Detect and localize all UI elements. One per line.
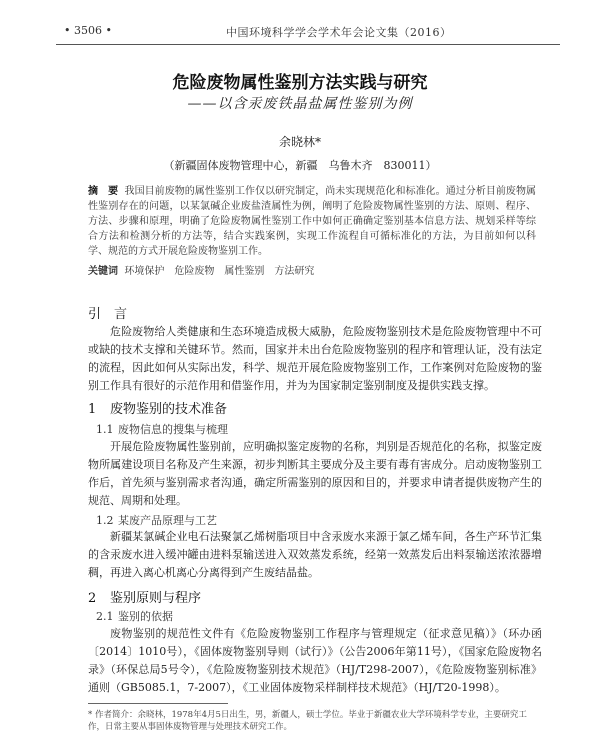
keywords-label: 关键词 [88,266,118,277]
subsection-heading-1-2: 1.2 某废产品原理与工艺 [96,514,217,527]
keywords-text: 环境保护 危险废物 属性鉴别 方法研究 [124,266,315,277]
abstract-text: 我国目前废物的属性鉴别工作仅以研究制定，尚未实现规范化和标准化。通过分析目前废物属性鉴别存在的问题，以某氯碱企业废盐渣属性为例，阐明了危险废物属性鉴别的方法、原则、程序、方法、步骤和原理，明确了危险废物属性鉴别工作中如何正确确定鉴别基本信息方法、规划采样等综合方法和检测分析的方法等，结合实践案例，实现工作流程自可循标准化的方法，为目前如何以科学、规范的方式开展危险废物鉴别工作。 [88,186,537,257]
keywords [88,262,536,277]
section-2-1-paragraph: 废物鉴别的规范性文件有《危险废物鉴别工作程序与管理规定（征求意见稿）》（环办函〔2014〕1010号），《固体废物鉴别导则（试行）》（公告2006年第11号），《国家危险废物名录》（环保总局5号令），《危险废物鉴别技术规范》（HJ/T298-2007），《危险废物鉴别标准》通则（GB5085.1，7-2007），《工业固体废物采样制样技术规范》（HJ/T20-1998）。 [88,627,542,694]
paper-subtitle: ——以含汞废铁晶盐属性鉴别为例 [187,96,413,112]
abstract [88,184,536,259]
header-rule [56,44,560,45]
paper-title: 危险废物属性鉴别方法实践与研究 [172,73,428,93]
section-1-2-paragraph: 新疆某氯碱企业电石法聚氯乙烯树脂项目中含汞废水来源于氯乙烯车间，各生产环节汇集的含汞废水进入缓冲罐由进料泵输送进入双效蒸发系统，经第一效蒸发后出料泵输送浓浓器增稠，再进入离心机离心分离得到产生废结晶盐。 [88,530,542,579]
abstract-label: 摘 要 [88,186,119,197]
footnote: * 作者简介：余晓林，1978年4月5日出生，男，新疆人，硕士学位。毕业于新疆农业大学环境科学专业，主要研究工作，日常主要从事固体废物管理与处理技术研究工作。 [88,710,527,732]
section-1-1-paragraph: 开展危险废物属性鉴别前，应明确拟鉴定废物的名称，判别是否规范化的名称，拟鉴定废物所属建设项目名称及产生来源，初步判断其主要成分及主要有毒有害成分。启动废物鉴别工作后，首先须与鉴别需求者沟通，确定所需鉴别的原因和目的，并要求申请者提供废物产生的规范、周期和处理。 [88,440,542,507]
footnote-rule [88,703,228,704]
affiliation: （新疆固体废物管理中心，新疆 乌鲁木齐 830011） [163,159,437,172]
section-heading-1: 1 废物鉴别的技术准备 [88,402,228,417]
subsection-heading-2-1: 2.1 鉴别的依据 [96,610,173,623]
subsection-heading-1-1: 1.1 废物信息的搜集与梳理 [96,423,228,436]
page-number: • 3506 • [64,24,112,37]
intro-paragraph: 危险废物给人类健康和生态环境造成极大威胁，危险废物鉴别技术是危险废物管理中不可或缺的技术支撑和关键环节。然而，国家并未出台危险废物鉴别的程序和管理认证，没有法定的流程，因此如何从实际出发，科学、规范开展危险废物鉴别工作，工作案例对危险废物的鉴别工作具有很好的示范作用和借鉴作用，并为为国家制定鉴别制度及提供实践支撑。 [88,325,542,392]
journal-name: 中国环境科学学会学术年会论文集（2016） [226,26,452,39]
author: 余晓林* [278,135,321,149]
section-heading-2: 2 鉴别原则与程序 [88,591,202,606]
running-header [56,22,560,42]
section-heading-intro: 引 言 [88,307,128,322]
